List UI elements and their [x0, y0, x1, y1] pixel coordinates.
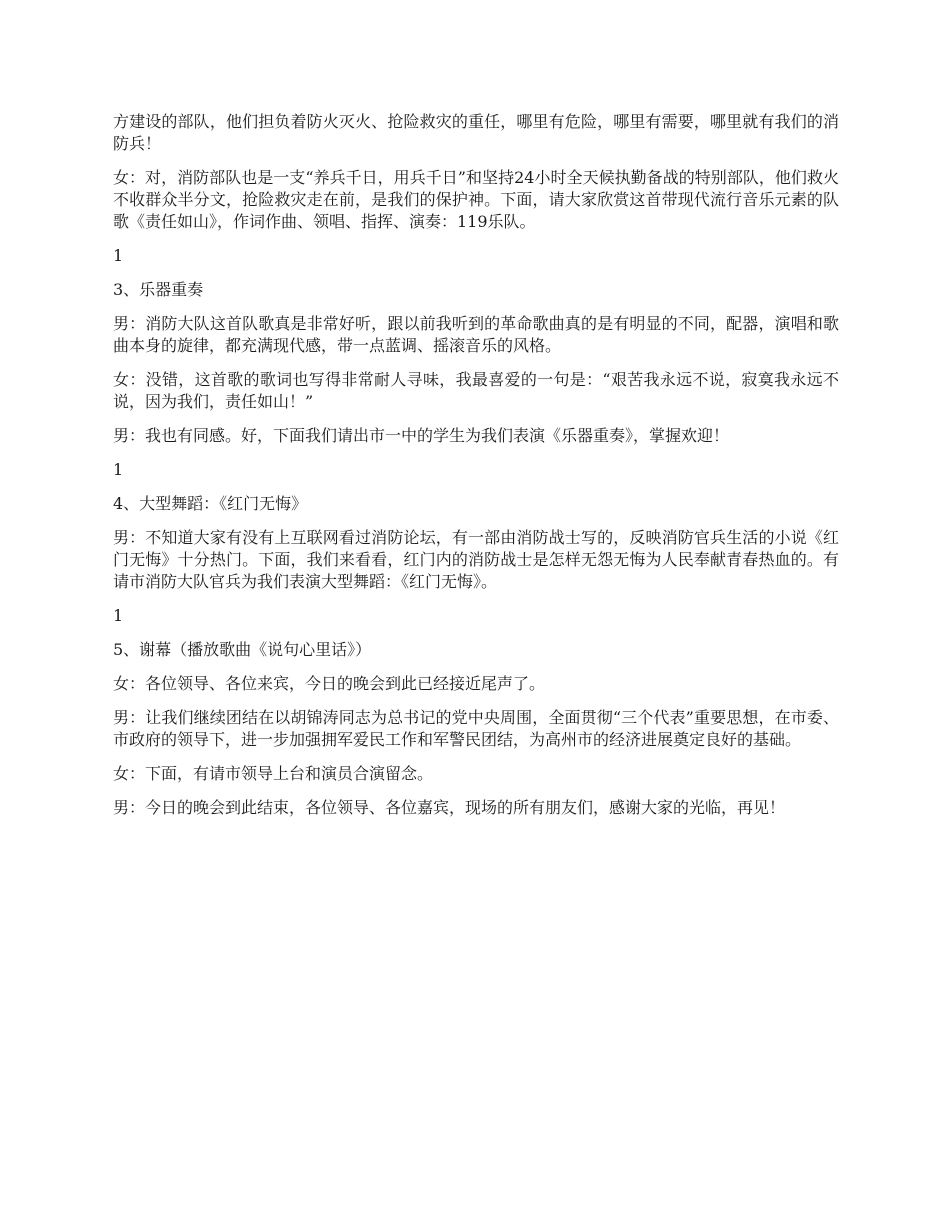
paragraph-male-host-2: 男：我也有同感。好，下面我们请出市一中的学生为我们表演《乐器重奏》，掌握欢迎！	[113, 426, 730, 445]
page-marker: 1	[113, 246, 124, 265]
section-heading-5: 5、谢幕（播放歌曲《说句心里话》）	[113, 640, 372, 659]
paragraph-male-host-3: 男：不知道大家有没有上互联网看过消防论坛，有一部由消防战士写的，反映消防官兵生活的小说《红门无悔》十分热门。下面，我们来看看，红门内的消防战士是怎样无怨无悔为人民奉献青春热血的。有请市消防大队官兵为我们表演大型舞蹈：《红门无悔》。	[113, 528, 839, 591]
paragraph-female-host-1: 女：对，消防部队也是一支“养兵千日，用兵千日”和坚持24小时全天候执勤备战的特别部队，他们救火不收群众半分文，抢险救灾走在前，是我们的保护神。下面，请大家欣赏这首带现代流行音乐元素的队歌《责任如山》，作词作曲、领唱、指挥、演奏：119乐队。	[113, 168, 839, 231]
paragraph-intro-continued: 方建设的部队，他们担负着防火灭火、抢险救灾的重任，哪里有危险，哪里有需要，哪里就有我们的消防兵！	[113, 112, 839, 153]
paragraph-male-host-5: 男：今日的晚会到此结束，各位领导、各位嘉宾，现场的所有朋友们，感谢大家的光临，再见！	[113, 798, 786, 817]
paragraph-female-host-3: 女：各位领导、各位来宾，今日的晚会到此已经接近尾声了。	[113, 674, 546, 693]
page-marker: 1	[113, 606, 124, 625]
page-marker: 1	[113, 460, 124, 479]
section-heading-3: 3、乐器重奏	[113, 280, 204, 299]
paragraph-female-host-2: 女：没错，这首歌的歌词也写得非常耐人寻味，我最喜爱的一句是：“艰苦我永远不说，寂寞我永远不说，因为我们，责任如山！”	[113, 370, 839, 411]
paragraph-female-host-4: 女：下面，有请市领导上台和演员合演留念。	[113, 764, 434, 783]
document-body	[113, 111, 839, 831]
paragraph-male-host-4: 男：让我们继续团结在以胡锦涛同志为总书记的党中央周围，全面贯彻“三个代表”重要思想，在市委、市政府的领导下，进一步加强拥军爱民工作和军警民团结，为高州市的经济进展奠定良好的基础。	[113, 708, 839, 749]
section-heading-4: 4、大型舞蹈：《红门无悔》	[113, 494, 308, 513]
paragraph-male-host-1: 男：消防大队这首队歌真是非常好听，跟以前我听到的革命歌曲真的是有明显的不同，配器，演唱和歌曲本身的旋律，都充满现代感，带一点蓝调、摇滚音乐的风格。	[113, 314, 839, 355]
